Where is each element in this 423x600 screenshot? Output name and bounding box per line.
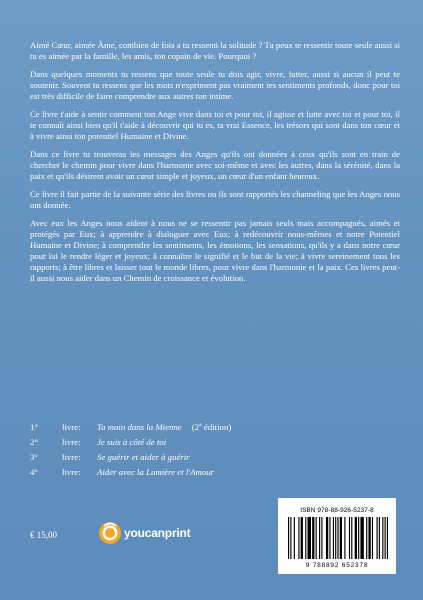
blurb-paragraph-4: Dans ce livre tu trouveras les messages des Anges qu'ils ont données à ceux qu'ils sont en train de chercher le chemin pour vivre dans l'harmonie avec soi-même et avec les autres, dans la sérénité, dans la paix et qu'ils désirent avoir un cœur simple et joyeux, un cœur d'un enfant heureux. <box>30 149 400 181</box>
blurb-paragraph-5: Ce livre il fait partie de la suivante série des livres ou ils sont rapportés les channeling que les Anges nous ont donnée. <box>30 189 400 210</box>
book-title: Ta main dans la Mienne <box>97 422 182 432</box>
blurb-paragraph-6: Avec eux les Anges nous aident à nous ne se ressentir pas jamais seuls mais accompagnés, aimés et protégés par Eux; à apprendre à dialoguer avec Eux; à redécouvrir nous-mêmes et notre Potentiel Humaine et Divine; à comprendre les sentiments, les émotions, les sensations, qu'ils y a dans notre cœur pour lui le rendre léger et joyeux; à connaître le signifié et le but de la vie; à vivre sereinement tous les rapports; à être libres et laisser tout le monde libres, pour vivre dans l'harmonie et la paix. Ces livres peut-il aussi nous aider dans un Chemin de croissance et évolution. <box>30 218 400 283</box>
book-label: livre: <box>62 452 81 462</box>
blurb-paragraph-2: Dans quelques moments tu ressens que toute seule tu dois agir, vivre, lutter, aussi si aucun il peut te soutenir. Souvent tu ressens que les mots n'expriment pas vraiment tes sentiments profonds, donc pour toi est très difficile de faire comprendre aux autres ton intime. <box>30 69 400 101</box>
book-series-item <box>30 450 390 465</box>
book-label: livre: <box>62 467 81 477</box>
blurb-text <box>30 40 400 291</box>
book-number: 3° <box>30 452 38 462</box>
book-series-item <box>30 420 390 435</box>
book-edition: (2$^a$ édition) <box>191 422 232 432</box>
book-number: 2° <box>30 437 38 447</box>
barcode-box <box>278 498 396 574</box>
book-label: livre: <box>62 422 81 432</box>
book-number: 4° <box>30 467 38 477</box>
book-title: Je suis à côté de toi <box>97 437 167 447</box>
blurb-paragraph-1: Aimé Cœur, aimée Âme, combien de fois a tu ressenti la solitude ? Tu peux te ressentir toute seule aussi si tu es aimée par la famille, les amis, ton copain de vie. Pourquoi ? <box>30 40 400 61</box>
publisher-name: youcanprint <box>124 526 191 540</box>
barcode-icon <box>288 517 388 559</box>
book-series-item <box>30 465 390 480</box>
book-series-list <box>30 420 390 480</box>
book-title: Aider avec la Lumière et l'Amour <box>97 467 215 477</box>
barcode-number: 9 788892 652378 <box>305 562 369 569</box>
price-label: € 15,00 <box>30 530 57 540</box>
book-title: Se guérir et aider à guérir <box>97 452 190 462</box>
publisher-logo <box>98 518 198 548</box>
publisher-logo-icon <box>98 521 122 545</box>
blurb-paragraph-3: Ce livre t'aide à sentir comment ton Ange vive dans toi et pour toi, il agisse et lutte avec toi et pour toi, il te connaît ainsi bien qu'il t'aide à découvrir qui tu es, ta vrai Essence, les trésors qui sont dans ton cœur et à vivre ainsi ton potentiel Humaine et Divine. <box>30 109 400 141</box>
book-label: livre: <box>62 437 81 447</box>
book-series-item <box>30 435 390 450</box>
isbn-label: ISBN 978-88-926-5237-8 <box>300 507 374 514</box>
book-number: 1° <box>30 422 38 432</box>
